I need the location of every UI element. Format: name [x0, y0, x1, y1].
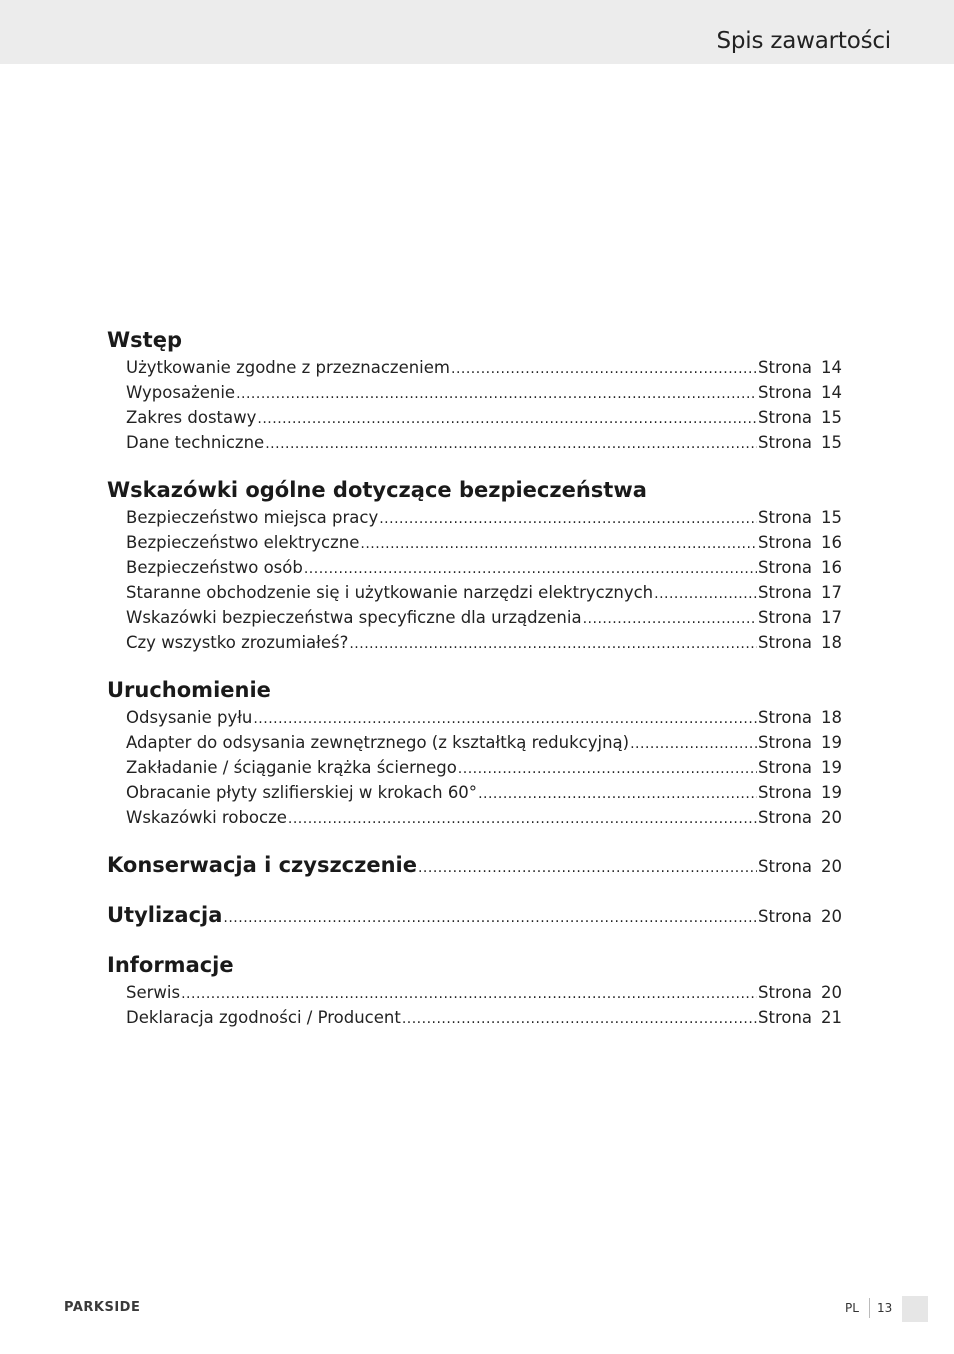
- entry-ref: Strona: [758, 783, 813, 802]
- entry-page: 20: [821, 857, 842, 876]
- entry-ref: Strona: [758, 758, 813, 777]
- entry-label: Dane techniczne: [126, 433, 265, 452]
- toc-entry[interactable]: [107, 380, 842, 405]
- toc-section-uruchomienie: [107, 675, 842, 830]
- entry-page: 17: [821, 583, 842, 602]
- page-tab-marker: [902, 1296, 928, 1322]
- entry-page: 19: [821, 758, 842, 777]
- entry-page: 15: [821, 508, 842, 527]
- dot-leader: [402, 1007, 757, 1032]
- section-heading: Informacje: [107, 953, 234, 977]
- toc-entry[interactable]: [107, 980, 842, 1005]
- toc-entry[interactable]: [107, 405, 842, 430]
- dot-leader: [265, 432, 757, 457]
- toc-entry[interactable]: [107, 1005, 842, 1030]
- toc-entry[interactable]: [107, 780, 842, 805]
- entry-page: 15: [821, 433, 842, 452]
- entry-label: Bezpieczeństwo miejsca pracy: [126, 508, 379, 527]
- entry-label: Staranne obchodzenie się i użytkowanie narzędzi elektrycznych: [126, 583, 654, 602]
- entry-page: 20: [821, 983, 842, 1002]
- dot-leader: [223, 903, 757, 933]
- toc-entry[interactable]: [107, 755, 842, 780]
- entry-page: 17: [821, 608, 842, 627]
- dot-leader: [288, 807, 757, 832]
- entry-label: Serwis: [126, 983, 181, 1002]
- toc-heading-entry[interactable]: [107, 900, 842, 930]
- entry-label: Wyposażenie: [126, 383, 236, 402]
- page-number: 13: [877, 1301, 893, 1315]
- entry-ref: Strona: [758, 633, 813, 652]
- dot-leader: [236, 382, 757, 407]
- header-band: [0, 0, 954, 64]
- brand-logo: PARKSIDE: [64, 1300, 141, 1315]
- toc-entry[interactable]: [107, 530, 842, 555]
- entry-page: 19: [821, 783, 842, 802]
- dot-leader: [253, 707, 757, 732]
- language-code: PL: [845, 1301, 859, 1315]
- toc-section-safety: [107, 475, 842, 655]
- footer-divider: [869, 1298, 870, 1318]
- dot-leader: [451, 357, 757, 382]
- entry-page: 21: [821, 1008, 842, 1027]
- toc-entry[interactable]: [107, 805, 842, 830]
- entry-ref: Strona: [758, 558, 813, 577]
- entry-page: 19: [821, 733, 842, 752]
- entry-label: Czy wszystko zrozumiałeś?: [126, 633, 349, 652]
- entry-page: 18: [821, 633, 842, 652]
- entry-label: Zakres dostawy: [126, 408, 257, 427]
- entry-ref: Strona: [758, 433, 813, 452]
- toc-heading-entry[interactable]: [107, 850, 842, 880]
- toc-section-informacje: [107, 950, 842, 1030]
- entry-page: 20: [821, 907, 842, 926]
- toc-entry[interactable]: [107, 580, 842, 605]
- section-heading: Wstęp: [107, 328, 182, 352]
- table-of-contents: [107, 325, 842, 1050]
- toc-entry[interactable]: [107, 605, 842, 630]
- entry-ref: Strona: [758, 907, 813, 926]
- entry-page: 16: [821, 533, 842, 552]
- entry-ref: Strona: [758, 408, 813, 427]
- entry-label: Adapter do odsysania zewnętrznego (z kształtką redukcyjną): [126, 733, 630, 752]
- entry-page: 14: [821, 358, 842, 377]
- dot-leader: [304, 557, 757, 582]
- dot-leader: [349, 632, 757, 657]
- dot-leader: [360, 532, 757, 557]
- toc-entry[interactable]: [107, 355, 842, 380]
- entry-label: Odsysanie pyłu: [126, 708, 253, 727]
- dot-leader: [257, 407, 757, 432]
- entry-ref: Strona: [758, 1008, 813, 1027]
- dot-leader: [630, 732, 757, 757]
- entry-page: 15: [821, 408, 842, 427]
- entry-label: Utylizacja: [107, 903, 223, 927]
- entry-label: Wskazówki robocze: [126, 808, 287, 827]
- dot-leader: [181, 982, 757, 1007]
- section-heading: Uruchomienie: [107, 678, 271, 702]
- dot-leader: [583, 607, 757, 632]
- toc-entry[interactable]: [107, 430, 842, 455]
- entry-ref: Strona: [758, 983, 813, 1002]
- dot-leader: [654, 582, 757, 607]
- toc-section-wstep: [107, 325, 842, 455]
- page-title: Spis zawartości: [716, 28, 891, 54]
- entry-label: Obracanie płyty szlifierskiej w krokach 60°: [126, 783, 478, 802]
- entry-ref: Strona: [758, 857, 813, 876]
- entry-page: 14: [821, 383, 842, 402]
- toc-entry[interactable]: [107, 555, 842, 580]
- entry-label: Użytkowanie zgodne z przeznaczeniem: [126, 358, 450, 377]
- entry-ref: Strona: [758, 733, 813, 752]
- dot-leader: [418, 853, 757, 883]
- entry-ref: Strona: [758, 808, 813, 827]
- entry-page: 16: [821, 558, 842, 577]
- toc-entry[interactable]: [107, 630, 842, 655]
- entry-ref: Strona: [758, 533, 813, 552]
- entry-label: Bezpieczeństwo elektryczne: [126, 533, 360, 552]
- dot-leader: [458, 757, 757, 782]
- dot-leader: [478, 782, 757, 807]
- entry-page: 18: [821, 708, 842, 727]
- entry-page: 20: [821, 808, 842, 827]
- entry-label: Deklaracja zgodności / Producent: [126, 1008, 401, 1027]
- entry-ref: Strona: [758, 608, 813, 627]
- entry-label: Konserwacja i czyszczenie: [107, 853, 417, 877]
- entry-ref: Strona: [758, 583, 813, 602]
- entry-ref: Strona: [758, 383, 813, 402]
- entry-label: Zakładanie / ściąganie krążka ściernego: [126, 758, 457, 777]
- entry-ref: Strona: [758, 358, 813, 377]
- toc-entry[interactable]: [107, 730, 842, 755]
- toc-entry[interactable]: [107, 505, 842, 530]
- dot-leader: [379, 507, 757, 532]
- entry-ref: Strona: [758, 708, 813, 727]
- entry-label: Wskazówki bezpieczeństwa specyficzne dla urządzenia: [126, 608, 582, 627]
- entry-ref: Strona: [758, 508, 813, 527]
- section-heading: Wskazówki ogólne dotyczące bezpieczeństwa: [107, 478, 647, 502]
- entry-label: Bezpieczeństwo osób: [126, 558, 303, 577]
- toc-entry[interactable]: [107, 705, 842, 730]
